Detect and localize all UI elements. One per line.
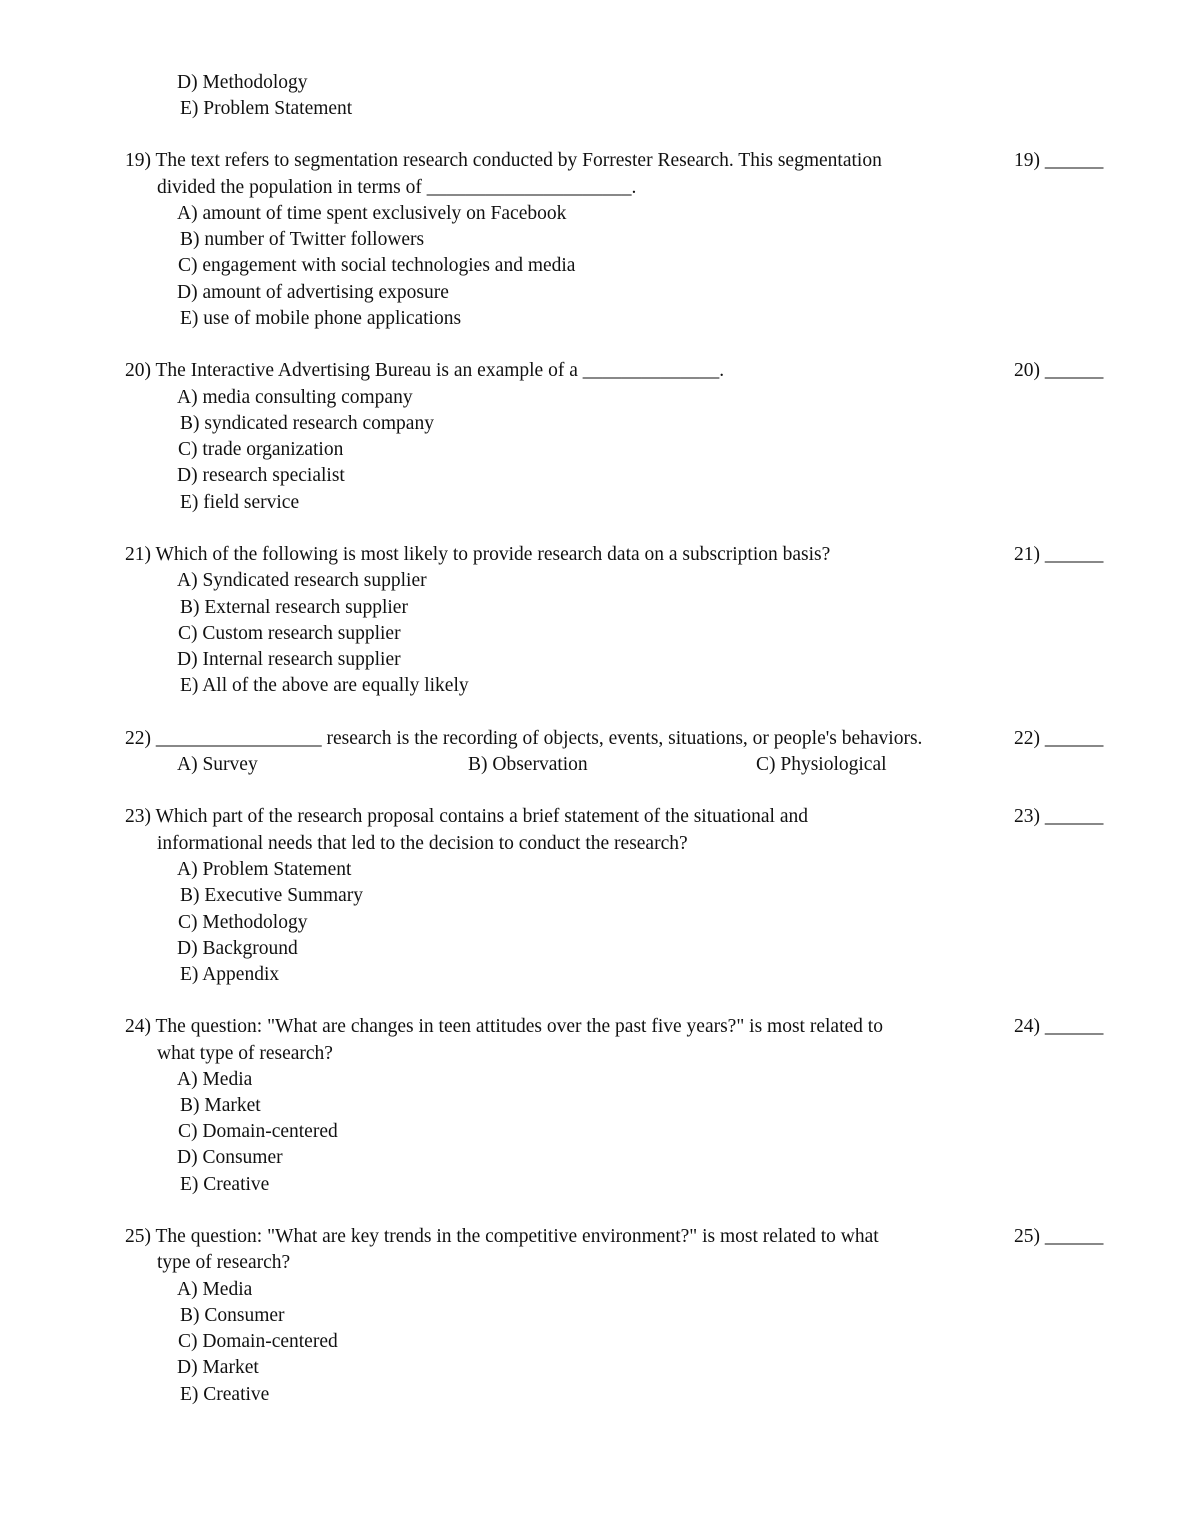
q22-option-b: B) Observation <box>468 754 588 775</box>
q21-option-b: B) External research supplier <box>180 597 408 618</box>
q21-option-d: D) Internal research supplier <box>177 649 401 670</box>
q23-option-a: A) Problem Statement <box>177 859 352 880</box>
q20-option-e: E) field service <box>180 492 300 513</box>
q19-option-b: B) number of Twitter followers <box>180 229 425 250</box>
q20-option-a: A) media consulting company <box>177 387 413 408</box>
q24-option-d: D) Consumer <box>177 1147 283 1168</box>
prev-option-d: D) Methodology <box>177 72 308 93</box>
q24-answer-blank[interactable]: 24) ______ <box>1014 1016 1104 1037</box>
q24-stem-line1: 24) The question: "What are changes in teen attitudes over the past five years?" is most related to <box>125 1016 883 1037</box>
q20-answer-blank[interactable]: 20) ______ <box>1014 360 1104 381</box>
q23-option-e: E) Appendix <box>180 964 280 985</box>
q19-option-a: A) amount of time spent exclusively on Facebook <box>177 203 567 224</box>
q23-stem-line1: 23) Which part of the research proposal contains a brief statement of the situational and <box>125 806 808 827</box>
q25-stem-line1: 25) The question: "What are key trends in the competitive environment?" is most related to what <box>125 1226 879 1247</box>
q25-stem-line2: type of research? <box>157 1252 291 1273</box>
q25-answer-blank[interactable]: 25) ______ <box>1014 1226 1104 1247</box>
q19-answer-blank[interactable]: 19) ______ <box>1014 150 1104 171</box>
q19-option-d: D) amount of advertising exposure <box>177 282 449 303</box>
q23-option-c: C) Methodology <box>178 912 308 933</box>
q20-option-b: B) syndicated research company <box>180 413 434 434</box>
q21-option-a: A) Syndicated research supplier <box>177 570 427 591</box>
q25-option-b: B) Consumer <box>180 1305 285 1326</box>
q24-option-a: A) Media <box>177 1069 253 1090</box>
q24-option-c: C) Domain-centered <box>178 1121 338 1142</box>
q24-option-b: B) Market <box>180 1095 261 1116</box>
q19-option-c: C) engagement with social technologies and media <box>178 255 576 276</box>
q21-option-c: C) Custom research supplier <box>178 623 401 644</box>
q25-option-a: A) Media <box>177 1279 253 1300</box>
q19-stem-line1: 19) The text refers to segmentation research conducted by Forrester Research. This segmentation <box>125 150 882 171</box>
q21-stem-line1: 21) Which of the following is most likely to provide research data on a subscription basis? <box>125 544 831 565</box>
q25-option-c: C) Domain-centered <box>178 1331 338 1352</box>
q23-option-b: B) Executive Summary <box>180 885 364 906</box>
q23-option-d: D) Background <box>177 938 298 959</box>
q22-option-a: A) Survey <box>177 754 258 775</box>
q21-answer-blank[interactable]: 21) ______ <box>1014 544 1104 565</box>
q23-answer-blank[interactable]: 23) ______ <box>1014 806 1104 827</box>
q22-answer-blank[interactable]: 22) ______ <box>1014 728 1104 749</box>
q20-stem-line1: 20) The Interactive Advertising Bureau is an example of a ______________. <box>125 360 725 381</box>
q20-option-c: C) trade organization <box>178 439 344 460</box>
q22-stem-line1: 22) _________________ research is the recording of objects, events, situations, or people's behaviors. <box>125 728 923 749</box>
q23-stem-line2: informational needs that led to the decision to conduct the research? <box>157 833 688 854</box>
q22-option-c: C) Physiological <box>756 754 887 775</box>
q21-option-e: E) All of the above are equally likely <box>180 675 469 696</box>
q20-option-d: D) research specialist <box>177 465 345 486</box>
q24-stem-line2: what type of research? <box>157 1043 333 1064</box>
q24-option-e: E) Creative <box>180 1174 270 1195</box>
q25-option-e: E) Creative <box>180 1384 270 1405</box>
prev-option-e: E) Problem Statement <box>180 98 353 119</box>
q19-stem-line2: divided the population in terms of _____________________. <box>157 177 637 198</box>
q25-option-d: D) Market <box>177 1357 259 1378</box>
q19-option-e: E) use of mobile phone applications <box>180 308 462 329</box>
